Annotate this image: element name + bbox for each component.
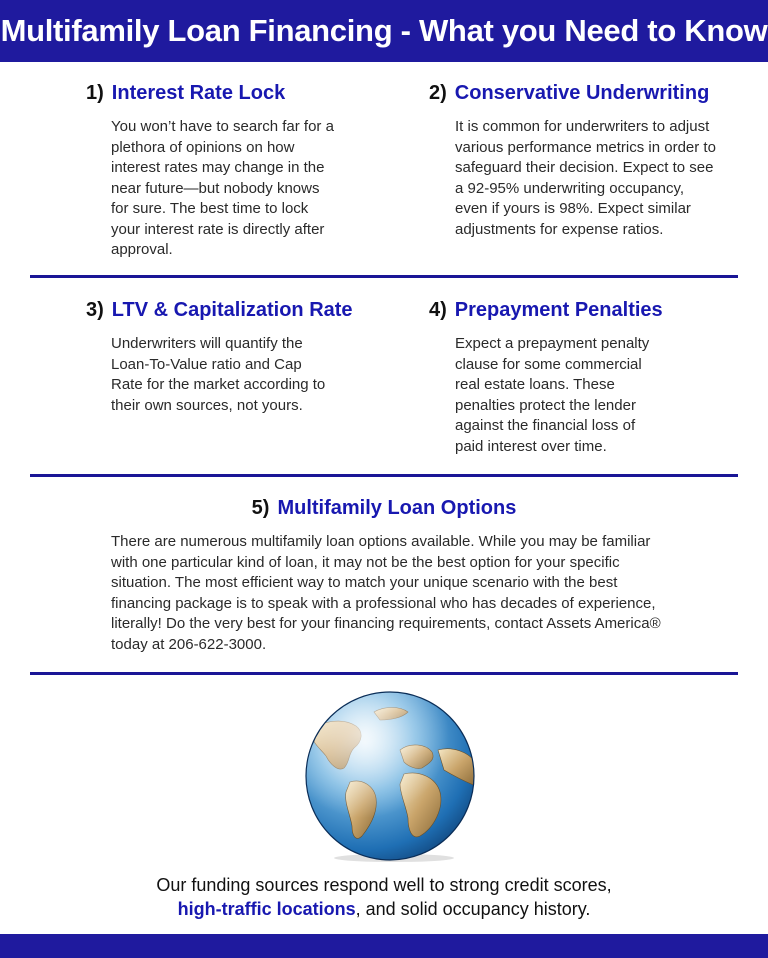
closing-line-2	[0, 897, 768, 921]
section-3-body: Underwriters will quantify the Loan-To-Value ratio and Cap Rate for the market according to their own sources, not yours.	[111, 335, 326, 414]
divider-2	[30, 474, 738, 477]
section-1-title: Interest Rate Lock	[111, 82, 286, 104]
section-4-heading	[429, 299, 663, 322]
section-3-number: 3)	[86, 299, 104, 321]
closing-line-2-rest: , and solid occupancy history.	[355, 899, 591, 919]
divider-1	[30, 275, 738, 278]
section-5-heading	[0, 497, 768, 520]
section-2-title: Conservative Underwriting	[454, 82, 710, 104]
section-1-heading	[86, 82, 285, 105]
globe-icon	[304, 690, 476, 862]
closing-highlight: high-traffic locations	[177, 899, 356, 919]
closing-statement	[0, 873, 768, 921]
section-2-number: 2)	[429, 82, 447, 104]
section-4-body: Expect a prepayment penalty clause for some commercial real estate loans. These penalties protect the lender against the financial loss of paid interest over time.	[455, 335, 650, 455]
section-1-number: 1)	[86, 82, 104, 104]
banner-title: Multifamily Loan Financing - What you Need to Know	[0, 0, 768, 62]
section-2-body: It is common for underwriters to adjust various performance metrics in order to safeguard their decision. Expect to see a 92-95% underwriting occupancy, even if yours is 98%. Expect similar adjustments for expense ratios.	[455, 118, 716, 238]
section-5-number: 5)	[251, 497, 270, 519]
section-2-heading	[429, 82, 709, 105]
section-3-heading	[86, 299, 353, 322]
section-1-body: You won’t have to search far for a plethora of opinions on how interest rates may change in the near future—but nobody knows for sure. The best time to lock your interest rate is directly after approval.	[111, 118, 334, 258]
section-3-title: LTV & Capitalization Rate	[111, 299, 353, 321]
footer-bar	[0, 934, 768, 958]
section-5-title: Multifamily Loan Options	[277, 497, 517, 519]
section-5-body: There are numerous multifamily loan options available. While you may be familiar with one particular kind of loan, it may not be the best option for your specific situation. The most efficient way to match your unique scenario with the best financing package is to speak with a professional who has decades of experience, literally! Do the very best for your financing requirements, contact Assets America® today at 206-622-3000.	[111, 533, 661, 653]
section-4-number: 4)	[429, 299, 447, 321]
closing-line-1: Our funding sources respond well to strong credit scores,	[156, 875, 612, 895]
divider-3	[30, 672, 738, 675]
section-4-title: Prepayment Penalties	[454, 299, 663, 321]
